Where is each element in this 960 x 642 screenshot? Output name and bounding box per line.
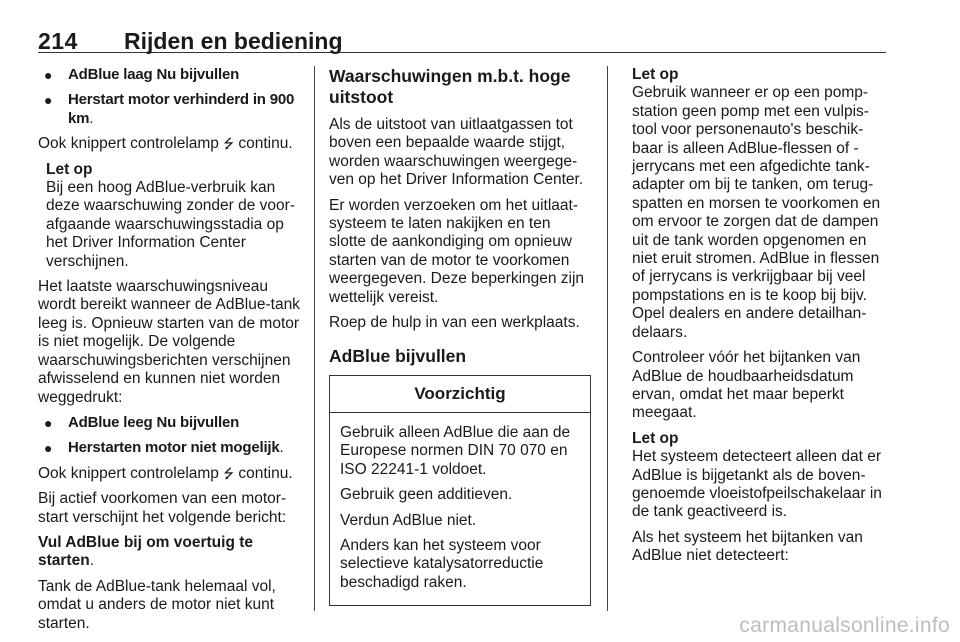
- paragraph: Gebruik alleen AdBlue die aan de Europese normen DIN 70 070 en ISO 22241-1 voldoet.: [340, 423, 571, 478]
- note-title: Let op: [632, 429, 679, 447]
- paragraph: Bij actief voorkomen van een motor-start verschijnt het volgende bericht:: [38, 490, 287, 526]
- caution-box: [329, 375, 591, 606]
- column-divider: [314, 66, 315, 611]
- list-item: ● AdBlue laag Nu bijvullen: [44, 66, 240, 83]
- note-title: Let op: [632, 66, 679, 83]
- paragraph: Het laatste waarschuwingsniveau wordt bereikt wanneer de AdBlue-tank leeg is. Opnieuw starten van de motor is niet mogelijk. De volgende waarschuwingsberichten verschijnen afwisselend en kunnen niet worden weggedrukt:: [38, 278, 300, 406]
- blink-text-1: Ook knippert controlelamp ⭍ continu.: [38, 135, 293, 153]
- note-text: Gebruik wanneer er op een pomp-station geen pomp met een vulpis-tool voor personenauto's beschik-baar is alleen AdBlue-flessen of -jerrycans met een afgedichte tank-adapter om bij te tanken, om terug-spatten en morsen te voorkomen en om ervoor te zorgen dat de dampen uit de tank worden opgenomen en niet eruit stromen. AdBlue in flessen of jerrycans is verkrijgbaar bij veel pompstations en is te koop bij bijv. Opel dealers en andere detailhan-delaars.: [632, 84, 881, 341]
- paragraph: Tank de AdBlue-tank helemaal vol, omdat u anders de motor niet kunt starten.: [38, 577, 276, 632]
- paragraph: Als de uitstoot van uitlaatgassen tot boven een bepaalde waarde stijgt, worden waarschuwingen weergege-ven op het Driver Information Center.: [329, 116, 584, 189]
- warning-list-low: [38, 66, 300, 128]
- column-divider: [607, 66, 608, 611]
- note-text: Bij een hoog AdBlue-verbruik kan deze waarschuwing zonder de voor-afgaande waarschuwingsstadia op het Driver Information Center verschijnen.: [46, 179, 295, 270]
- chapter-title: Rijden en bediening: [124, 28, 343, 54]
- paragraph: Controleer vóór het bijtanken van AdBlue de houdbaarheidsdatum ervan, omdat het maar beperkt meegaat.: [632, 349, 861, 422]
- page-header: [38, 28, 886, 53]
- paragraph: Als het systeem het bijtanken van AdBlue niet detecteert:: [632, 528, 863, 565]
- paragraph: Gebruik geen additieven.: [340, 486, 513, 504]
- warning-list-empty: [38, 414, 300, 458]
- paragraph: Er worden verzoeken om het uitlaat-systeem te laten nakijken en ten slotte de aankondiging om opnieuw starten van de motor te voorkomen weergegeven. Deze beperkingen zijn wettelijk vereist.: [329, 196, 585, 306]
- list-item: ● Herstart motor verhinderd in 900 km.: [44, 91, 295, 127]
- page-number: 214: [38, 28, 78, 54]
- start-message: Vul AdBlue bij om voertuig te starten.: [38, 533, 254, 570]
- section-heading: Waarschuwingen m.b.t. hoge uitstoot: [329, 66, 571, 107]
- note-block: [632, 66, 892, 342]
- note-text: Het systeem detecteert alleen dat er AdBlue is bijgetankt als de boven-genoemde vloeistofpeilschakelaar in de tank geactiveerd is.: [632, 448, 882, 521]
- note-block: [46, 161, 300, 271]
- note-title: Let op: [46, 160, 93, 178]
- column-middle: [329, 66, 591, 606]
- watermark: carmanualsonline.info: [739, 614, 950, 637]
- note-block: [632, 430, 892, 522]
- column-left: [38, 66, 300, 640]
- caution-body: [330, 413, 590, 605]
- list-item: ● AdBlue leeg Nu bijvullen: [44, 413, 240, 431]
- exhaust-warning-icon: ⭍: [223, 465, 235, 481]
- blink-text-2: Ook knippert controlelamp ⭍ continu.: [38, 464, 293, 482]
- exhaust-warning-icon: ⭍: [223, 136, 235, 152]
- list-item: ● Herstarten motor niet mogelijk.: [44, 439, 284, 457]
- paragraph: Anders kan het systeem voor selectieve katalysatorreductie beschadigd raken.: [340, 536, 544, 591]
- paragraph: Roep de hulp in van een werkplaats.: [329, 314, 580, 332]
- caution-title: Voorzichtig: [330, 376, 590, 412]
- section-heading: AdBlue bijvullen: [329, 346, 467, 367]
- paragraph: Verdun AdBlue niet.: [340, 511, 477, 529]
- column-right: [632, 66, 892, 573]
